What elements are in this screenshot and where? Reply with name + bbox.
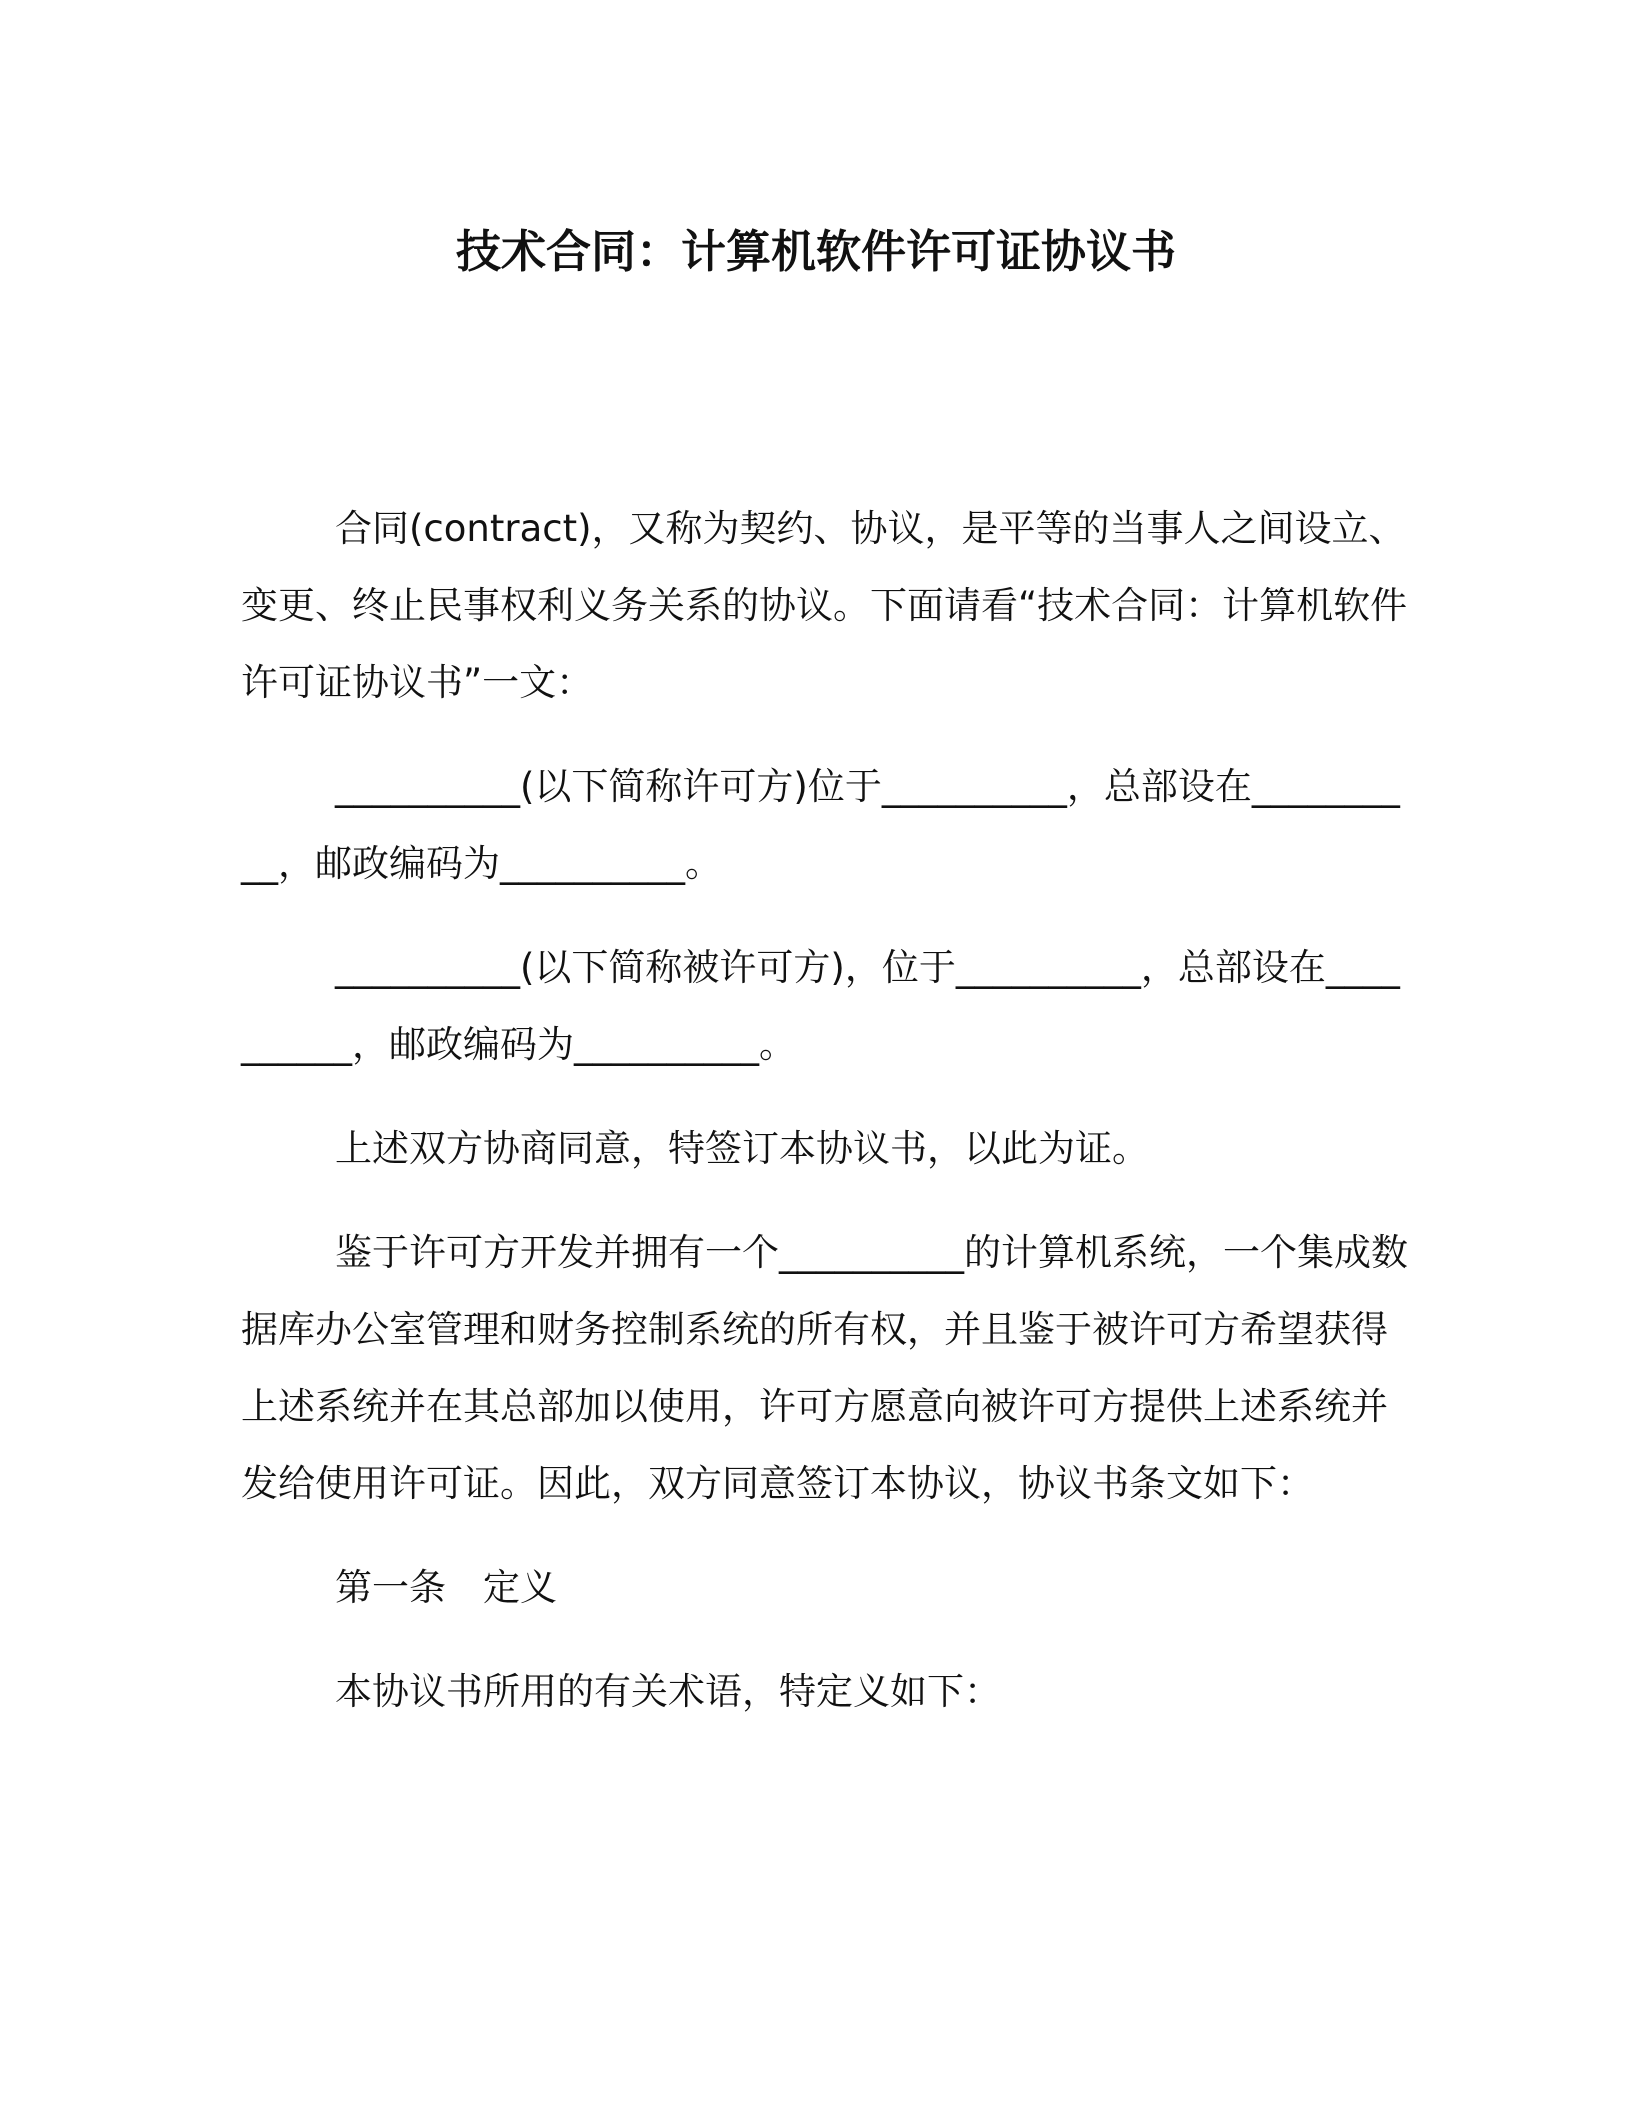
agreement-paragraph: 上述双方协商同意，特签订本协议书，以此为证。 — [335, 1127, 1149, 1170]
whereas-paragraph: 鉴于许可方开发并拥有一个__________的计算机系统，一个集成数据库办公室管理和财务控制系统的所有权，并且鉴于被许可方希望获得上述系统并在其总部加以使用，许可方愿意向被许可方提供上述系统并发给使用许可证。因此，双方同意签订本协议，协议书条文如下： — [241, 1231, 1408, 1505]
article-one-heading: 第一条 定义 — [335, 1566, 557, 1609]
licensor-paragraph: __________(以下简称许可方)位于__________，总部设在__________，邮政编码为__________。 — [241, 765, 1400, 885]
document-title: 技术合同：计算机软件许可证协议书 — [455, 225, 1176, 278]
document-body — [241, 490, 1413, 1757]
intro-paragraph: 合同(contract)，又称为契约、协议，是平等的当事人之间设立、变更、终止民事权利义务关系的协议。下面请看“技术合同：计算机软件许可证协议书”一文： — [241, 507, 1408, 704]
definitions-intro-paragraph: 本协议书所用的有关术语，特定义如下： — [335, 1670, 1001, 1713]
licensee-paragraph: __________(以下简称被许可方)，位于__________，总部设在__________，邮政编码为__________。 — [241, 946, 1400, 1066]
